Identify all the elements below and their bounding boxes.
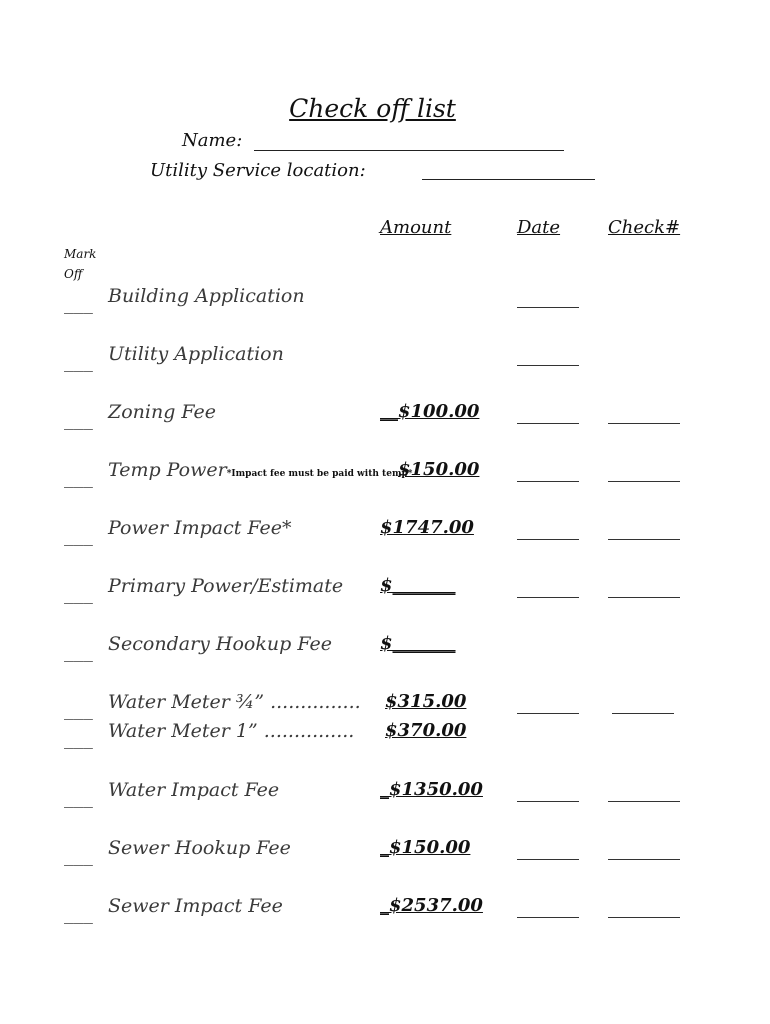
list-item — [0, 691, 770, 721]
page-title: Check off list — [289, 94, 456, 123]
list-item — [0, 401, 770, 431]
date-blank[interactable] — [517, 539, 579, 540]
check-number-blank[interactable] — [612, 713, 674, 714]
location-label: Utility Service location: — [150, 160, 366, 181]
date-blank[interactable] — [517, 597, 579, 598]
list-item — [0, 779, 770, 809]
item-label: Utility Application — [108, 343, 284, 365]
mark-off-blank[interactable]: ___ — [64, 730, 93, 749]
name-label: Name: — [182, 130, 243, 151]
item-amount: _$150.00 — [380, 837, 471, 858]
mark-off-blank[interactable]: ___ — [64, 789, 93, 808]
check-number-blank[interactable] — [608, 859, 680, 860]
mark-off-blank[interactable]: ___ — [64, 411, 93, 430]
item-label: Zoning Fee — [108, 401, 217, 423]
list-item — [0, 633, 770, 663]
item-label: Water Impact Fee — [108, 779, 280, 801]
mark-off-header: Mark Off — [64, 247, 97, 281]
mark-off-blank[interactable]: ___ — [64, 905, 93, 924]
list-item — [0, 343, 770, 373]
date-blank[interactable] — [517, 713, 579, 714]
item-label — [108, 459, 412, 481]
item-amount[interactable]: $_______ — [380, 633, 456, 654]
item-amount: $370.00 — [385, 720, 467, 741]
item-label: Water Meter 1” ............... — [108, 720, 355, 742]
name-field-line[interactable] — [254, 150, 564, 151]
mark-off-blank[interactable]: ___ — [64, 701, 93, 720]
impact-fee-note: *Impact fee must be paid with temp* — [226, 469, 413, 479]
mark-off-blank[interactable]: ___ — [64, 585, 93, 604]
list-item — [0, 575, 770, 605]
item-amount: __$100.00 — [380, 401, 480, 422]
date-blank[interactable] — [517, 307, 579, 308]
list-item — [0, 837, 770, 867]
date-blank[interactable] — [517, 423, 579, 424]
item-label: Power Impact Fee* — [108, 517, 292, 539]
mark-off-blank[interactable]: ___ — [64, 295, 93, 314]
mark-off-blank[interactable]: ___ — [64, 847, 93, 866]
item-label: Secondary Hookup Fee — [108, 633, 332, 655]
check-number-blank[interactable] — [608, 917, 680, 918]
check-number-blank[interactable] — [608, 481, 680, 482]
item-amount: $150.00 — [398, 459, 480, 480]
location-field-line[interactable] — [422, 179, 595, 180]
item-amount: $1747.00 — [380, 517, 474, 538]
check-number-blank[interactable] — [608, 801, 680, 802]
date-blank[interactable] — [517, 365, 579, 366]
mark-off-blank[interactable]: ___ — [64, 353, 93, 372]
list-item — [0, 285, 770, 315]
list-item — [0, 895, 770, 925]
date-blank[interactable] — [517, 481, 579, 482]
check-number-blank[interactable] — [608, 597, 680, 598]
item-amount: $315.00 — [385, 691, 467, 712]
list-item — [0, 720, 770, 750]
mark-off-blank[interactable]: ___ — [64, 469, 93, 488]
check-number-blank[interactable] — [608, 539, 680, 540]
item-label: Water Meter ¾” ............... — [108, 691, 361, 713]
column-header-check: Check# — [608, 217, 681, 238]
list-item — [0, 459, 770, 489]
item-label: Building Application — [108, 285, 305, 307]
item-amount: _$1350.00 — [380, 779, 483, 800]
mark-off-blank[interactable]: ___ — [64, 527, 93, 546]
list-item — [0, 517, 770, 547]
item-label: Sewer Hookup Fee — [108, 837, 291, 859]
item-label-text: Temp Power — [108, 459, 227, 481]
item-label: Primary Power/Estimate — [108, 575, 344, 597]
check-number-blank[interactable] — [608, 423, 680, 424]
item-amount: _$2537.00 — [380, 895, 483, 916]
date-blank[interactable] — [517, 801, 579, 802]
column-header-amount: Amount — [380, 217, 452, 238]
column-header-date: Date — [517, 217, 561, 238]
mark-off-blank[interactable]: ___ — [64, 643, 93, 662]
item-amount[interactable]: $_______ — [380, 575, 456, 596]
date-blank[interactable] — [517, 859, 579, 860]
item-label: Sewer Impact Fee — [108, 895, 283, 917]
date-blank[interactable] — [517, 917, 579, 918]
